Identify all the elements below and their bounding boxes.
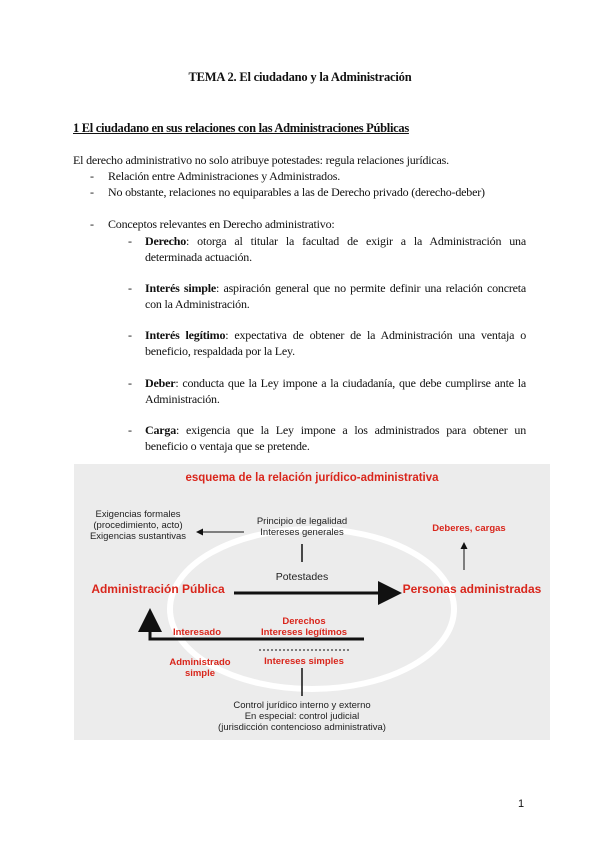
diagram-title: esquema de la relación jurídico-administrativa	[185, 472, 439, 484]
derechos-label: Derechos Intereses legítimos	[260, 616, 348, 638]
concept-term: Interés simple	[145, 281, 217, 295]
intro-paragraph: El derecho administrativo no solo atribuye potestades: regula relaciones jurídicas.	[73, 153, 449, 167]
concept-term: Deber	[145, 376, 176, 390]
administracion-publica-label: Administración Pública	[91, 582, 225, 596]
intereses-simples-label: Intereses simples	[264, 656, 344, 667]
concept-text: : otorga al titular la facultad de exigir a la Administración una determinada actuación.	[145, 234, 526, 264]
concept-item: - Interés simple: aspiración general que no permite definir una relación concreta con la Administración.	[128, 281, 526, 311]
personas-administradas-label: Personas administradas	[402, 582, 542, 596]
potestades-label: Potestades	[275, 571, 329, 583]
exigencias-label: Exigencias formales (procedimiento, acto) Exigencias sustantivas	[89, 509, 187, 542]
principio-label: Principio de legalidad Intereses generales	[256, 516, 348, 538]
concept-item: - Interés legítimo: expectativa de obtener de la Administración una ventaja o beneficio, respaldada por la Ley.	[128, 328, 527, 358]
concept-item: - Carga: exigencia que la Ley impone a los administrados para obtener un beneficio o ventaja que se pretende.	[128, 423, 526, 453]
page-number: 1	[518, 798, 525, 810]
concept-term: Derecho	[145, 234, 187, 248]
concept-item: - Derecho: otorga al titular la facultad de exigir a la Administración una determinada actuación.	[128, 234, 526, 264]
section-heading: 1 El ciudadano en sus relaciones con las Administraciones Públicas	[73, 121, 409, 135]
bullet-text: Relación entre Administraciones y Administrados.	[108, 169, 341, 183]
diagram-graphics	[74, 464, 550, 740]
list-item: - Relación entre Administraciones y Administrados.	[90, 169, 341, 183]
control-label: Control jurídico interno y externo En especial: control judicial (jurisdicción contencioso administrativa)	[218, 700, 386, 733]
concept-term: Carga	[145, 423, 176, 437]
concept-text: : conducta que la Ley impone a la ciudadanía, que debe cumplirse ante la Administración.	[145, 376, 526, 406]
concept-item: - Deber: conducta que la Ley impone a la ciudadanía, que debe cumplirse ante la Administración.	[128, 376, 526, 406]
concept-term: Interés legítimo	[145, 328, 226, 342]
list-item: - No obstante, relaciones no equiparables a las de Derecho privado (derecho-deber)	[90, 185, 485, 199]
bullet-text: No obstante, relaciones no equiparables a las de Derecho privado (derecho-deber)	[108, 185, 485, 199]
concepts-heading: Conceptos relevantes en Derecho administrativo:	[108, 217, 335, 231]
deberes-label: Deberes, cargas	[432, 523, 506, 534]
concept-text: : aspiración general que no permite definir una relación concreta con la Administración.	[145, 281, 526, 311]
document-title: TEMA 2. El ciudadano y la Administración	[188, 70, 412, 84]
interesado-label: Interesado	[172, 627, 222, 638]
list-item: - Conceptos relevantes en Derecho administrativo:	[90, 217, 335, 231]
relation-diagram	[74, 464, 550, 740]
concept-text: : exigencia que la Ley impone a los administrados para obtener un beneficio o ventaja que se pretende.	[145, 423, 526, 453]
concept-text: : expectativa de obtener de la Administración una ventaja o beneficio, respaldada por la Ley.	[145, 328, 527, 358]
administrado-simple-label: Administrado simple	[169, 657, 231, 679]
